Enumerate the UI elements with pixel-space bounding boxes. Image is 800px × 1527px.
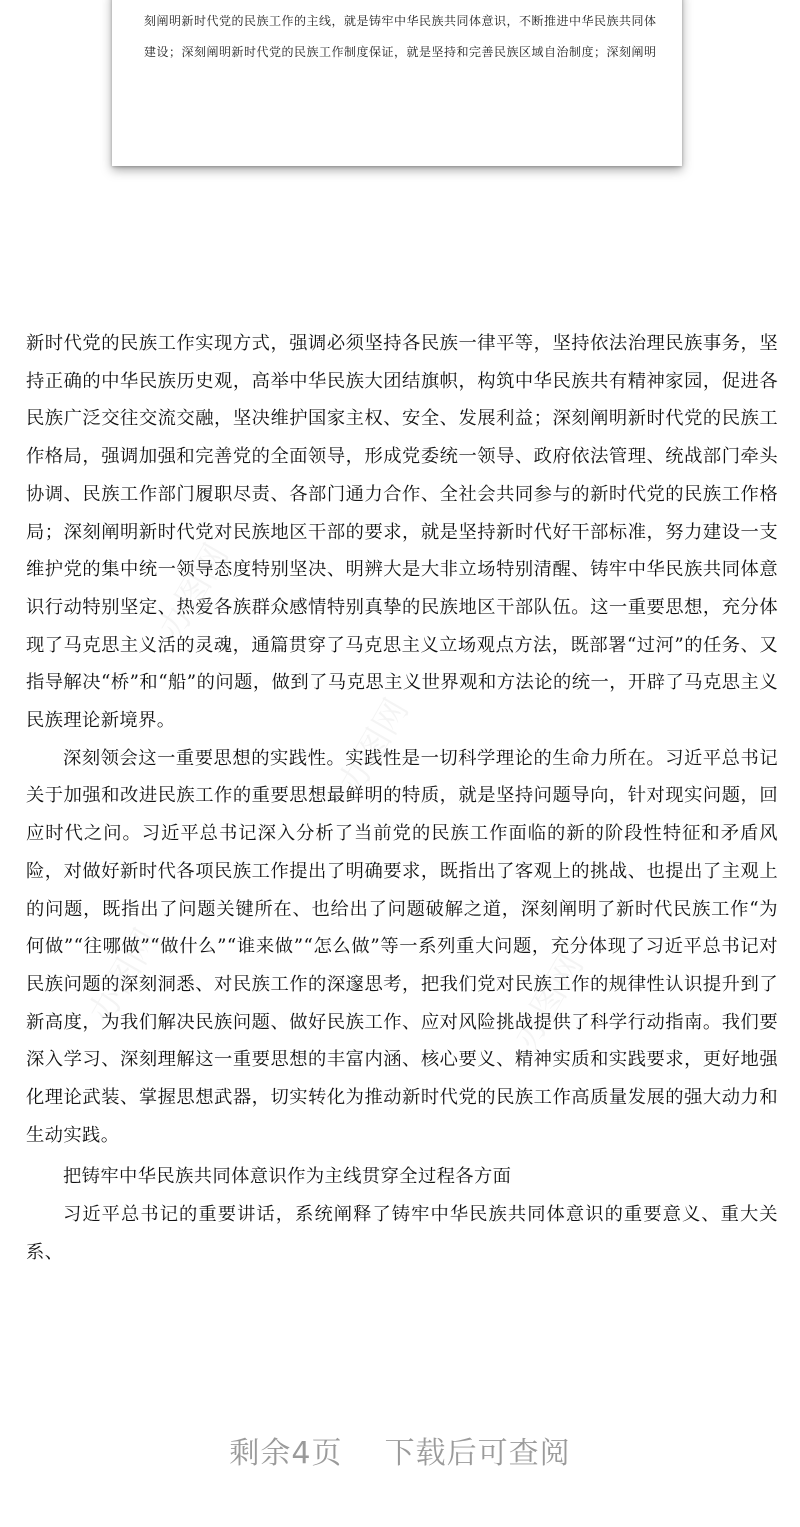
section-heading: 把铸牢中华民族共同体意识作为主线贯穿全过程各方面 — [63, 1166, 512, 1188]
body-paragraph: 新时代党的民族工作实现方式，强调必须坚持各民族一律平等，坚持依法治理民族事务，坚持正确的中华民族历史观，高举中华民族大团结旗帜，构筑中华民族共有精神家园，促进各民族广泛交往交流交融，坚决维护国家主权、安全、发展利益；深刻阐明新时代党的民族工作格局，强调加强和完善党的全面领导，形成党委统一领导、政府依法管理、统战部门牵头协调、民族工作部门履职尽责、各部门通力合作、全社会共同参与的新时代党的民族工作格局；深刻阐明新时代党对民族地区干部的要求，就是坚持新时代好干部标准，努力建设一支维护党的集中统一领导态度特别坚决、明辨大是大非立场特别清醒、铸牢中华民族共同体意识行动特别坚定、热爱各族群众感情特别真挚的民族地区干部队伍。这一重要思想，充分体现了马克思主义活的灵魂，通篇贯穿了马克思主义立场观点方法，既部署“过河”的任务、又指导解决“桥”和“船”的问题，做到了马克思主义世界观和方法论的统一，开辟了马克思主义民族理论新境界。 — [26, 333, 778, 732]
remaining-pages-download-prompt[interactable]: 剩余4页 下载后可查阅 — [229, 1436, 571, 1471]
preview-page-card — [112, 0, 682, 166]
preview-text-line: 建设；深刻阐明新时代党的民族工作制度保证，就是坚持和完善民族区域自治制度；深刻阐明 — [144, 45, 657, 59]
body-paragraph: 深刻领会这一重要思想的实践性。实践性是一切科学理论的生命力所在。习近平总书记关于加强和改进民族工作的重要思想最鲜明的特质，就是坚持问题导向，针对现实问题，回应时代之问。习近平总书记深入分析了当前党的民族工作面临的新的阶段性特征和矛盾风险，对做好新时代各项民族工作提出了明确要求，既指出了客观上的挑战、也提出了主观上的问题，既指出了问题关键所在、也给出了问题破解之道，深刻阐明了新时代民族工作“为何做”“往哪做”“做什么”“谁来做”“怎么做”等一系列重大问题，充分体现了习近平总书记对民族问题的深刻洞悉、对民族工作的深邃思考，把我们党对民族工作的规律性认识提升到了新高度，为我们解决民族问题、做好民族工作、应对风险挑战提供了科学行动指南。我们要深入学习、深刻理解这一重要思想的丰富内涵、核心要义、精神实质和实践要求，更好地强化理论武装、掌握思想武器，切实转化为推动新时代党的民族工作高质量发展的强大动力和生动实践。 — [26, 747, 778, 1146]
preview-text-line: 刻阐明新时代党的民族工作的主线，就是铸牢中华民族共同体意识，不断推进中华民族共同体 — [144, 14, 657, 28]
body-paragraph: 习近平总书记的重要讲话，系统阐释了铸牢中华民族共同体意识的重要意义、重大关系、 — [26, 1204, 778, 1263]
document-body — [26, 325, 778, 1272]
